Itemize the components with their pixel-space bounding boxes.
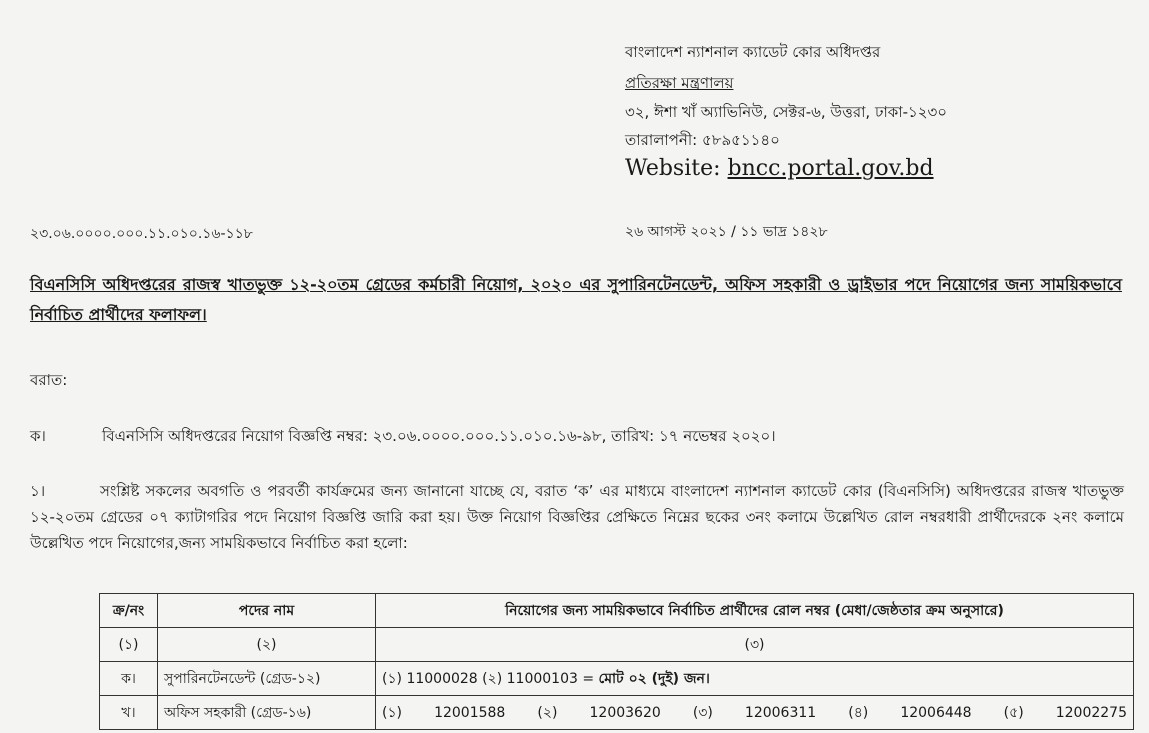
website-link[interactable]: bncc.portal.gov.bd <box>727 156 934 181</box>
table-row <box>100 662 1134 696</box>
row-serial: খ। <box>100 696 158 730</box>
reference-item-text: বিএনসিসি অধিদপ্তরের নিয়োগ বিজ্ঞপ্তি নম্বর: ২৩.০৬.০০০০.০০০.১১.০১০.১৬-৯৮, তারিখ: ১৭ নভেম্বর ২০২০। <box>102 427 776 445</box>
row-rolls: (১) 12001588 (২) 12003620 (৩) 12006311 (৪) 12006448 (৫) 12002275 <box>376 696 1134 730</box>
header-rolls: নিয়োগের জন্য সাময়িকভাবে নির্বাচিত প্রার্থীদের রোল নম্বর (মেধা/জেষ্ঠতার ক্রম অনুসারে) <box>376 594 1134 628</box>
colnum-2: (২) <box>158 628 376 662</box>
reference-label: বরাত: <box>30 371 68 389</box>
body-paragraph <box>30 478 1124 556</box>
subject: বিএনসিসি অধিদপ্তরের রাজস্ব খাতভুক্ত ১২-২০তম গ্রেডের কর্মচারী নিয়োগ, ২০২০ এর সুপারিনটেনডেন্ট, অফিস সহকারী ও ড্রাইভার পদে নিয়োগের জন্য সাময়িকভাবে নির্বাচিত প্রার্থীদের ফলাফল। <box>30 275 1122 324</box>
memo-date: ২৬ আগস্ট ২০২১ / ১১ ভাদ্র ১৪২৮ <box>625 224 828 240</box>
colnum-3: (৩) <box>376 628 1134 662</box>
website-label: Website: <box>625 156 721 181</box>
paragraph-text: সংশ্লিষ্ট সকলের অবগতি ও পরবর্তী কার্যক্রমের জন্য জানানো যাচ্ছে যে, বরাত ‘ক’ এর মাধ্যমে বাংলাদেশ ন্যাশনাল ক্যাডেট কোর (বিএনসিসি) অধিদপ্তরের রাজস্ব খাতভুক্ত ১২-২০তম গ্রেডের ০৭ ক্যাটাগরির পদে নিয়োগ বিজ্ঞপ্তি জারি করা হয়। উক্ত নিয়োগ বিজ্ঞপ্তির প্রেক্ষিতে নিম্নের ছকের ৩নং কলামে উল্লেখিত রোল নম্বরধারী প্রার্থীদেরকে ২নং কলামে উল্লেখিত পদে নিয়োগের,জন্য সাময়িকভাবে নির্বাচিত করা হলো: <box>30 482 1124 552</box>
org-name: বাংলাদেশ ন্যাশনাল ক্যাডেট কোর অধিদপ্তর <box>625 43 881 61</box>
header-post: পদের নাম <box>158 594 376 628</box>
reference-item-num: ক। <box>30 427 46 445</box>
roll-numbers: (১) 11000028 (২) 11000103 = <box>382 670 595 687</box>
row-post: সুপারিনটেনডেন্ট (গ্রেড-১২) <box>158 662 376 696</box>
paragraph-number: ১। <box>30 482 46 500</box>
row-serial: ক। <box>100 662 158 696</box>
memo-number: ২৩.০৬.০০০০.০০০.১১.০১০.১৬-১১৮ <box>30 226 253 242</box>
ministry-name: প্রতিরক্ষা মন্ত্রণালয় <box>625 74 734 92</box>
row-rolls <box>376 662 1134 696</box>
address: ৩২, ঈশা খাঁ অ্যাভিনিউ, সেক্টর-৬, উত্তরা, ঢাকা-১২৩০ <box>625 103 948 121</box>
row-post: অফিস সহকারী (গ্রেড-১৬) <box>158 696 376 730</box>
phone: তারালাপনী: ৫৮৯৫১১৪০ <box>625 131 780 149</box>
website-line <box>625 156 934 181</box>
table-colnum-row <box>100 628 1134 662</box>
results-table <box>99 593 1134 730</box>
colnum-1: (১) <box>100 628 158 662</box>
roll-total: মোট ০২ (দুই) জন। <box>598 670 710 687</box>
table-header-row <box>100 594 1134 628</box>
header-serial: ক্র/নং <box>100 594 158 628</box>
table-row <box>100 696 1134 730</box>
